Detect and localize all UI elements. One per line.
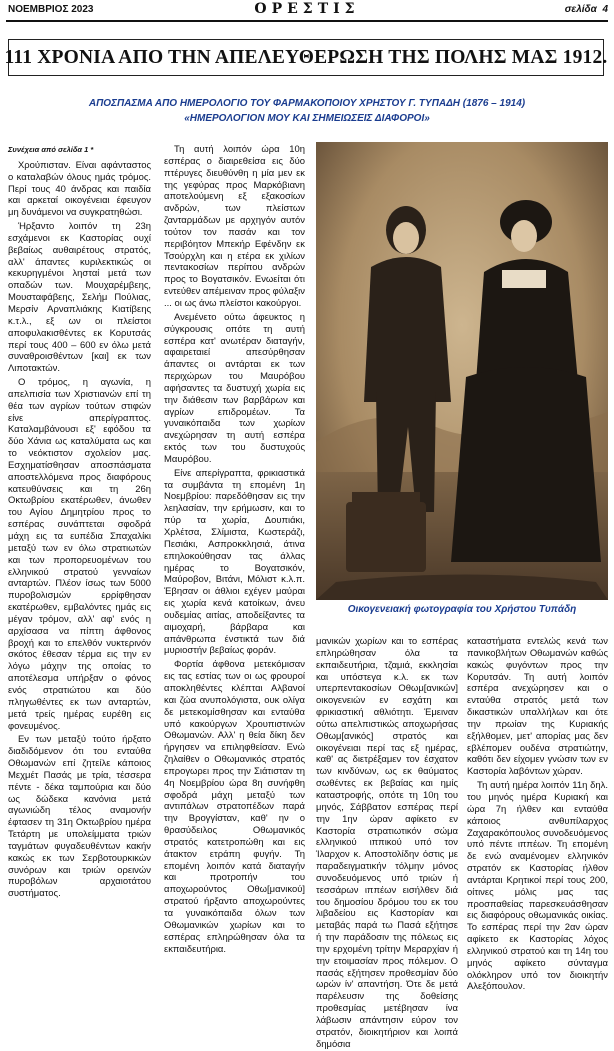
paragraph: μανικών χωρίων και το εσπέρας επληρώθησαν όλα τα εκπαιδευτήρια, τζαμιά, εκκλησίαι και υπόστεγα κ.λ. εκ των υπερπεντακοσίων Οθωμ[ανικών] οικογενειών εν εσχάτη και φρικιαστική αθλιότητι. Έμειναν ούτω απελπιστικώς αποχωρήσας Οθωμ[ανικός] στρατός και οικογένειαι περί τας εξ ημέρας, καθ' ας διετρέξαμεν τον έσχατον των κινδύνων, ως εκ θαύματος σωθέντες εκ βεβαίας και ημίς καταστροφής, οπότε τη 10η του μηνός, Σάββατον εσπέρας περί την 1ην ώραν αφίκετο εν Καστορία στρατιωτικόν σώμα ελληνικού ιππικού υπό τον Ίλαρχον κ. Αποστολίδην όστις με παραδειγματικήν τόλμην μόνος συνοδευόμενος υπό τριών ή τεσσάρων ιππέων εισήλθεν διά του δημοσίου δρόμου του εκ του λιβαδείου εις Καστορίαν και μεταβάς παρά τω Πασά εξήτησε ή την παράδοσιν της πόλεως εις την ερχομένη τρίτην Μεραρχίαν ή την ετοιμασίαν προς πόλεμον. Ο πασάς εξήτησεν προθεσμίαν δύο ωρών ίν' απαντήση. Ότε δε μετά παρέλευσιν της δοθείσης προθεσμίας μετέβησαν ίνα λάβωσιν απάντησιν εύρον τον στρατόν, διοικητήριον και λοιπά δημόσια	[316, 636, 458, 1050]
paragraph: Χρούπισταν. Είναι αφάνταστος ο καταλαβών όλους ημάς τρόμος. Περί τους 40 άνδρας και παιδία και αρκεταί οικογένειαι έφευγον μη δυνάμενοι να συγκρατηθώσι.	[8, 159, 151, 219]
masthead	[0, 0, 614, 22]
paragraph: Φορτία άφθονα μετεκόμισαν εις τας εστίας των οι ως φρουροί αποκληθέντες κλέπται Αλβανοί και ζώα ανυπολόγιστα, ουκ ολίγα δε μετεκομίσθησαν και ενταύθα υπό κακούργων Χρουπιστινών Οθωμανών. Αλλ' η θεία δίκη δεν ήργησεν να επιληφθείσαν. Ενώ ζηλαίθεν ο Οθωμανικός στρατός επρογωρει προς την Σιάτισταν τη 4η Νοεμβρίου ώρα 8η συνήφθη σφοδρά μάχη μεταξύ των αντιπάλων στρατοπέδων παρά την Βρογγίσταν, καθ' ην ο θρασύδειλος Οθωμανικός στρατός κατετροπώθη και εις άτακτον ετράπη φυγήν. Τη επομένη λοιπόν κατά διαταγήν και προτροπήν του αποχωρούντος Οθω[μανικού] στρατού ήρξαντο αποχωρούντες τα γυναικόπαιδα όλων των Οθωμανικών χωρίων και το εσπέρας επληρώθησαν όλα τα εκπαιδευτήρια.	[164, 659, 305, 955]
paragraph: Ανεμένετο ούτω άφευκτος η σύγκρουσις οπότε τη αυτή εσπέρα κατ' ανωτέραν διαταγήν, αφαιρεταιεί απεσύρθησαν άπαντες οι αντάρται εκ των περιχώρων του Μαυρόβου αφήσαντες τα δυστυχή χωρία εις την διάθεσιν των βαρβάρων και αγρίων επιδρομέων. Τα γυναικόπαιδα των χωρίων ανεχώρησαν τη αυτή εσπέρα εκτός των του δυστυχούς Μαυρόβου.	[164, 311, 305, 465]
page-num-value: 4	[602, 4, 608, 15]
article-column-2	[164, 144, 305, 955]
paragraph: Τη αυτή ημέρα λοιπόν 11η δηλ. του μηνός ημέρα Κυριακή και ώρα 7η ήλθεν και ενταύθα κάποιος ανθυπίλαρχος Ζαχαρακόπουλος συνοδευόμενος υπό πέντε ιππέων. Τη επομένη δε ενώ αναμένομεν ελληνικόν στρατόν εκ Καστορίας ήλθον αντάρται Κρητικοί περί τους 200, οίτινες μόλις μας τας προσπαθείας παρεσκευάσθησαν εις διαφόρους οθωμανικάς οικίας. Το εσπέρας περί την 2αν ώραν αφίκετο εκ Καστορίας λόχος ελληνικού στρατού και τη 14η του μηνός αφίκετο σύνταγμα ολόκληρον υπό τον διοικητήν Αλεξόπουλον.	[467, 780, 608, 993]
page-word: σελίδα	[564, 4, 597, 15]
paragraph: Τη αυτή λοιπόν ώρα 10η εσπέρας ο διαιρεθείσα εις δύο πτέρυγες διευθύνθη η μία μεν εκ της γεφύρας προς Μαρκόβιανη αποτελούμενη εξ εξακοσίων ανδρών, των πλείστων ζανταρμάδων με αρχηγόν αυτόν τούτον τον πασάν και τον περιβόητον Μπεκήρ Εφένδην εκ Τσούρχλη και η ετέρα εκ χιλίων πεντακοσίων περίπου ανδρών προς το Βογατσικόν. Ενωείται ότι εντεύθεν απέμειναν προς φύλαξιν ... οι ως άνω πλείστοι κακούργοι.	[164, 144, 305, 309]
paragraph: καταστήματα εντελώς κενά των πανικοβλήτων Οθωμανών καθώς κακώς φυγόντων προς την Κορυτσάν. Τη αυτή λοιπόν εσπέρα ανεχώρησεν και ο ενταύθα στρατός μετά των δικαστικών υπαλλήλων και ότε την πρωίαν της Κυριακής εξήλθομεν, μετ' απορίας μας δεν εβλέπομεν ουδένα στρατιώτην, καθότι δεν είχομεν γνώσιν των εν Καστορία λαβόντων χώραν.	[467, 636, 608, 778]
masthead-rule	[6, 20, 608, 22]
headline-box	[4, 39, 608, 76]
newspaper-name: ΟΡΕΣΤΙΣ	[254, 1, 360, 17]
issue-date: ΝΟΕΜΒΡΙΟΣ 2023	[8, 4, 94, 15]
paragraph: Ο τρόμος, η αγωνία, η απελπισία των Χριστιανών επί τη θέα των αγρίων τούτων στιφών είνε απερίγραπτος. Καταλαμβάνουσι εξ' εφόδου τα δύο Χάνια ως καταλύματα ως και το νεόκτιστον σχολείον μας. Εσχηματίσθησαν αποσπάσματα αποστελλόμενα προς διαφόρους κατευθύνσεις και τη 26η Οκτωβρίου εκατέρωθεν, άνωθεν του Αγίου Δημητρίου προς το εσπέρας συνάπτεται σφοδρά μάχη εις τα ευπέδια Σπαχαλίκι μεταξύ των εν όλω στρατιωτών και των προπορευομένων του ελληνικού στρατού γενναίων ανταρτών. Πλέον ίσως των 5000 πυροβολισμών ερρίφθησαν εκατέρωθεν, εμβαλόντες ημάς εις μέγαν τρόμον, αλλ' αφ' ενός η αρχίσασα να πίπτη άφθονος βροχή και το επελθόν νυκτερινόν σκότος έθεσαν τέρμα εις την εν λόγω μάχην της οποίας το αποτέλεσμα υπήρξαν ο φόνος ενός στρατιώτου και δύο πληγωθέντες εκ των ανταρτών, μετά τρείς ημέρας ευρέθη εις φονευμένος.	[8, 377, 151, 732]
paragraph: Εν των μεταξύ τούτο ήρξατο διαδιδόμενον ότι του ενταύθα Οθωμανών επί ζητείλε κάποιος Μεχμέτ Πασάς με τρία, τέσσερα πέντε - δέκα ταμπούρια και δύο ως δώδεκα κανόνια μετά αγωνιώδη τέλος αναμονήν έφτασεν τη 31η Οκτωβρίου ημέρα Τετάρτη με υπολείμματα τριών ταγμάτων φυγαδευθέντων κακήν κακώς εκ των Σερβοτουρκικών συνόρων και τριών ορεινών πυροβόλων αρχαιοτάτου συστήματος.	[8, 734, 151, 900]
article-column-1	[8, 144, 151, 900]
paragraph: Είνε απερίγραπτα, φρικιαστικά τα συμβάντα τη επομένη 1η Νοεμβρίου: παρεδόθησαν εις την λεηλασίαν, την ερήμωσιν, και το πύρ τα χωρία, Δουπιάκι, Χρλέτσα, Σλίμιστα, Κωστεράζι, Πεσιάκι, Ασπροκκλησιά, άτινα επηλοκούθησαν τας άλλας ημέρας το Βογατσικόν, Μαύροβον, Βιτάνι, Μόλιστ κ.λ.π. Έβησαν οι άθλιοι εχέγεν μαύραι εις χωρία κενά κατοίκων, άνευ ουδεμίας αιτίας, αποδείξαντες τα αιμοχαρή, βάρβαρα και απάνθρωπα ένστικτά των διά μυριοστήν βεβαίως φοράν.	[164, 467, 305, 657]
article-column-4	[467, 636, 608, 993]
subheading-line-1: ΑΠΟΣΠΑΣΜΑ ΑΠΟ ΗΜΕΡΟΛΟΓΙΟ ΤΟΥ ΦΑΡΜΑΚΟΠΟΙΟΥ ΧΡΗΣΤΟΥ Γ. ΤΥΠΑΔΗ (1876 – 1914)	[88, 98, 526, 109]
family-photo	[316, 142, 608, 600]
paragraph: Ήρξαντο λοιπόν τη 23η εσχάμενοι εκ Καστορίας ουχί βεβαίως αυθαιρέτους στρατός, αλλ' άπαντες κυριλεκτικώς οι κεκυρηγμένοι λησταί μετά των οπαδών των. Μουχαρέμβεης, Μουσταφάβεης, Σελήμ Πούλιας, Μερσίν Αρναπλιάκης Κιατίβεης κ.τ.λ., εξ ων οι πλείστοι αποφυλακισθέντες εκ Κορυτσάς περί τους 400 – 600 εν όλω μετά συναθροισθέντων [και] εκ των Λιποτακτών.	[8, 221, 151, 375]
photo-caption: Οικογενειακή φωτογραφία του Χρήστου Τυπάδη	[347, 604, 577, 615]
subheading-line-2: «ΗΜΕΡΟΛΟΓΙΟΝ ΜΟΥ ΚΑΙ ΣΗΜΕΙΩΣΕΙΣ ΔΙΑΦΟΡΟΙ»	[184, 113, 430, 124]
continuation-note: Συνέχεια από σελίδα 1 *	[8, 145, 94, 154]
photo-frame	[316, 142, 608, 625]
page-number	[565, 4, 608, 15]
article-column-3	[316, 636, 458, 1050]
headline: 111 ΧΡΟΝΙΑ ΑΠΟ ΤΗΝ ΑΠΕΛΕΥΘΕΡΩΣΗ ΤΗΣ ΠΟΛΗΣ ΜΑΣ 1912.	[4, 46, 608, 68]
